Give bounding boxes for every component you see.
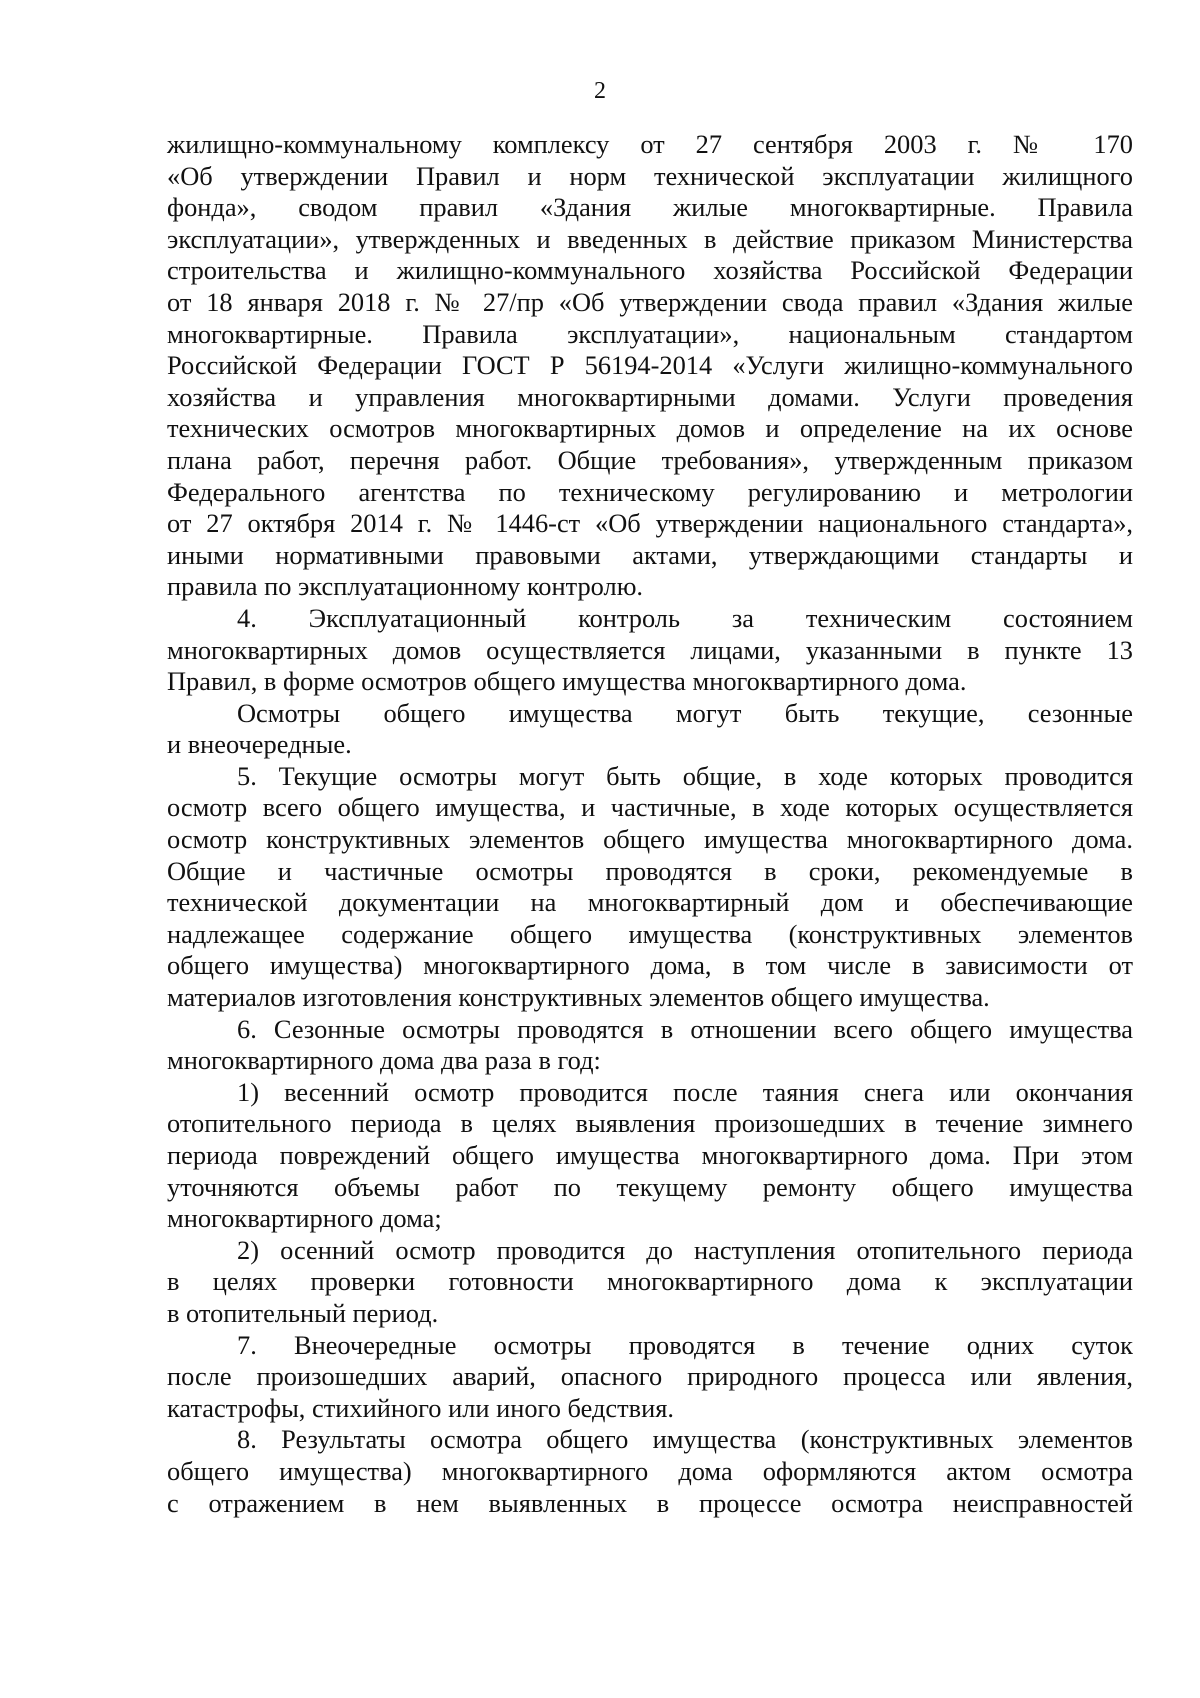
text-line: многоквартирных домов осуществляется лицами, указанными в пункте 13 [167,634,1133,665]
paragraph-6-line: 6. Сезонные осмотры проводятся в отношении всего общего имущества [237,1013,1133,1044]
text-line: плана работ, перечня работ. Общие требования», утвержденным приказом [167,444,1133,475]
text-line: Российской Федерации ГОСТ Р 56194-2014 «Услуги жилищно-коммунального [167,350,1133,381]
text-line: общего имущества) многоквартирного дома, в том числе в зависимости от [167,950,1133,981]
text-line: многоквартирного дома; [167,1203,442,1234]
text-line: Общие и частичные осмотры проводятся в сроки, рекомендуемые в [167,855,1133,886]
paragraph-5-line: 5. Текущие осмотры могут быть общие, в ходе которых проводится [237,760,1133,791]
text-line: отопительного периода в целях выявления произошедших в течение зимнего [167,1108,1133,1139]
list-item-1-line: 1) весенний осмотр проводится после таяния снега или окончания [237,1076,1133,1107]
text-line: технических осмотров многоквартирных домов и определение на их основе [167,413,1133,444]
text-line: катастрофы, стихийного или иного бедствия. [167,1392,674,1423]
paragraph-line: Осмотры общего имущества могут быть текущие, сезонные [237,697,1133,728]
list-item-2-line: 2) осенний осмотр проводится до наступления отопительного периода [237,1234,1133,1265]
text-line: и внеочередные. [167,729,352,760]
text-line: с отражением в нем выявленных в процессе осмотра неисправностей [167,1487,1133,1518]
page-number: 2 [594,78,606,104]
text-line: от 18 января 2018 г. № 27/пр «Об утверждении свода правил «Здания жилые [167,286,1133,317]
paragraph-4-line: 4. Эксплуатационный контроль за техническим состоянием [237,602,1133,633]
text-line: осмотр всего общего имущества, и частичные, в ходе которых осуществляется [167,792,1133,823]
text-line: хозяйства и управления многоквартирными домами. Услуги проведения [167,381,1133,412]
text-line: строительства и жилищно-коммунального хозяйства Российской Федерации [167,255,1133,286]
text-line: «Об утверждении Правил и норм технической эксплуатации жилищного [167,160,1133,191]
text-line: надлежащее содержание общего имущества (конструктивных элементов [167,918,1133,949]
paragraph-7-line: 7. Внеочередные осмотры проводятся в течение одних суток [237,1329,1133,1360]
text-line: от 27 октября 2014 г. № 1446-ст «Об утверждении национального стандарта», [167,508,1133,539]
text-line: в отопительный период. [167,1297,439,1328]
text-line: Правил, в форме осмотров общего имущества многоквартирного дома. [167,666,967,697]
text-line: осмотр конструктивных элементов общего имущества многоквартирного дома. [167,824,1133,855]
document-body [167,129,1133,1519]
text-line: материалов изготовления конструктивных элементов общего имущества. [167,982,990,1013]
text-line: Федерального агентства по техническому регулированию и метрологии [167,476,1133,507]
text-line: многоквартирные. Правила эксплуатации», национальным стандартом [167,318,1133,349]
text-line: иными нормативными правовыми актами, утверждающими стандарты и [167,539,1133,570]
text-line: уточняются объемы работ по текущему ремонту общего имущества [167,1171,1133,1202]
text-line: после произошедших аварий, опасного природного процесса или явления, [167,1361,1133,1392]
text-line: в целях проверки готовности многоквартирного дома к эксплуатации [167,1266,1133,1297]
text-line: общего имущества) многоквартирного дома оформляются актом осмотра [167,1455,1133,1486]
text-line: правила по эксплуатационному контролю. [167,571,644,602]
text-line: жилищно-коммунальному комплексу от 27 сентября 2003 г. № 170 [167,129,1133,159]
text-line: эксплуатации», утвержденных и введенных в действие приказом Министерства [167,223,1133,254]
paragraph-8-line: 8. Результаты осмотра общего имущества (конструктивных элементов [237,1424,1133,1455]
text-line: технической документации на многоквартирный дом и обеспечивающие [167,887,1133,918]
text-line: фонда», сводом правил «Здания жилые многоквартирные. Правила [167,192,1133,223]
text-line: многоквартирного дома два раза в год: [167,1045,601,1076]
text-line: периода повреждений общего имущества многоквартирного дома. При этом [167,1140,1133,1170]
